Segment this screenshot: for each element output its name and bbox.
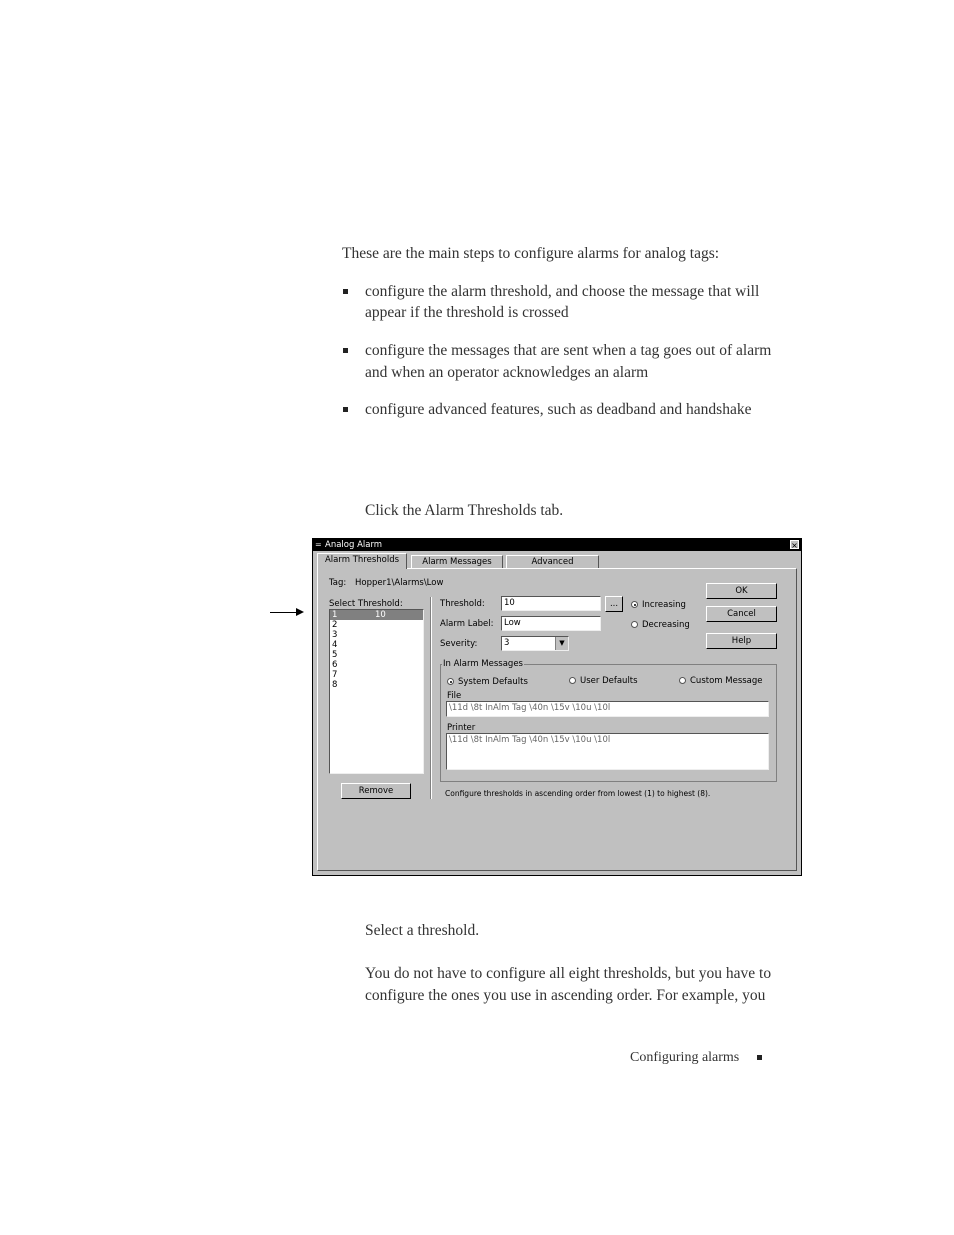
- step-click-text: Click the Alarm Thresholds tab.: [365, 502, 564, 519]
- list-item[interactable]: 4: [332, 640, 338, 650]
- paragraph-line: You do not have to configure all eight thresholds, but you have to: [365, 965, 772, 982]
- severity-select[interactable]: [501, 636, 569, 651]
- severity-value: 3: [504, 638, 510, 648]
- bullet-line: and when an operator acknowledges an alarm: [365, 364, 649, 381]
- step-select-text: Select a threshold.: [365, 922, 480, 939]
- arrow-head-icon: [296, 608, 304, 616]
- file-message-input[interactable]: \11d \8t InAlm Tag \40n \15v \10u \10l: [446, 701, 769, 717]
- in-alarm-messages-group: [440, 659, 777, 782]
- increasing-label: Increasing: [642, 600, 686, 610]
- alarm-label-input[interactable]: Low: [501, 616, 601, 631]
- hint-text: Configure thresholds in ascending order from lowest (1) to highest (8).: [445, 789, 711, 798]
- group-legend: In Alarm Messages: [443, 659, 523, 669]
- bullet-marker: [343, 348, 348, 353]
- system-defaults-label: System Defaults: [458, 677, 528, 687]
- list-item[interactable]: 8: [332, 680, 338, 690]
- paragraph-line: configure the ones you use in ascending order. For example, you: [365, 987, 766, 1004]
- ok-button[interactable]: OK: [706, 583, 777, 599]
- list-item[interactable]: 6: [332, 660, 338, 670]
- list-item[interactable]: 2: [332, 620, 338, 630]
- custom-message-label: Custom Message: [690, 676, 763, 686]
- remove-button[interactable]: Remove: [341, 783, 411, 799]
- threshold-list[interactable]: [329, 609, 424, 774]
- bullet-line: configure advanced features, such as deadband and handshake: [365, 401, 752, 418]
- file-label: File: [447, 691, 462, 701]
- cancel-button[interactable]: Cancel: [706, 606, 777, 622]
- custom-message-radio[interactable]: [679, 677, 686, 684]
- bullet-line: configure the messages that are sent when a tag goes out of alarm: [365, 342, 772, 359]
- tab-advanced[interactable]: Advanced: [506, 555, 599, 568]
- list-item[interactable]: 7: [332, 670, 338, 680]
- increasing-radio[interactable]: [631, 601, 638, 608]
- bullet-marker: [343, 289, 348, 294]
- system-defaults-radio[interactable]: [447, 678, 454, 685]
- list-item[interactable]: 5: [332, 650, 338, 660]
- bullet-line: configure the alarm threshold, and choose the message that will: [365, 283, 760, 300]
- select-threshold-label: Select Threshold:: [329, 599, 403, 609]
- help-button[interactable]: Help: [706, 633, 777, 649]
- browse-button[interactable]: ...: [605, 596, 623, 612]
- dropdown-arrow-icon[interactable]: ▼: [555, 637, 568, 650]
- bullet-line: appear if the threshold is crossed: [365, 304, 569, 321]
- threshold-label: Threshold:: [440, 599, 485, 609]
- title-bar: [313, 539, 801, 551]
- analog-alarm-dialog: [312, 538, 802, 876]
- printer-message-input[interactable]: \11d \8t InAlm Tag \40n \15v \10u \10l: [446, 733, 769, 770]
- tag-label: Tag:: [329, 578, 347, 588]
- user-defaults-radio[interactable]: [569, 677, 576, 684]
- intro-text: These are the main steps to configure alarms for analog tags:: [342, 245, 720, 262]
- dialog-title: Analog Alarm: [325, 540, 383, 550]
- footer-marker: [757, 1055, 762, 1060]
- bullet-marker: [343, 407, 348, 412]
- tab-alarm-messages[interactable]: Alarm Messages: [411, 555, 503, 568]
- footer-title: Configuring alarms: [630, 1050, 740, 1065]
- threshold-input[interactable]: 10: [501, 596, 601, 611]
- system-menu-icon[interactable]: =: [315, 540, 322, 549]
- divider: [430, 597, 432, 799]
- decreasing-radio[interactable]: [631, 621, 638, 628]
- printer-label: Printer: [447, 723, 476, 733]
- tag-value: Hopper1\Alarms\Low: [355, 578, 444, 588]
- close-icon[interactable]: ×: [791, 541, 798, 550]
- decreasing-label: Decreasing: [642, 620, 690, 630]
- severity-label: Severity:: [440, 639, 478, 649]
- alarm-label-label: Alarm Label:: [440, 619, 494, 629]
- user-defaults-label: User Defaults: [580, 676, 638, 686]
- pointer-arrow-icon: [270, 612, 298, 613]
- list-item[interactable]: 1 10: [330, 610, 423, 620]
- list-item[interactable]: 3: [332, 630, 338, 640]
- tab-alarm-thresholds[interactable]: Alarm Thresholds: [317, 553, 407, 569]
